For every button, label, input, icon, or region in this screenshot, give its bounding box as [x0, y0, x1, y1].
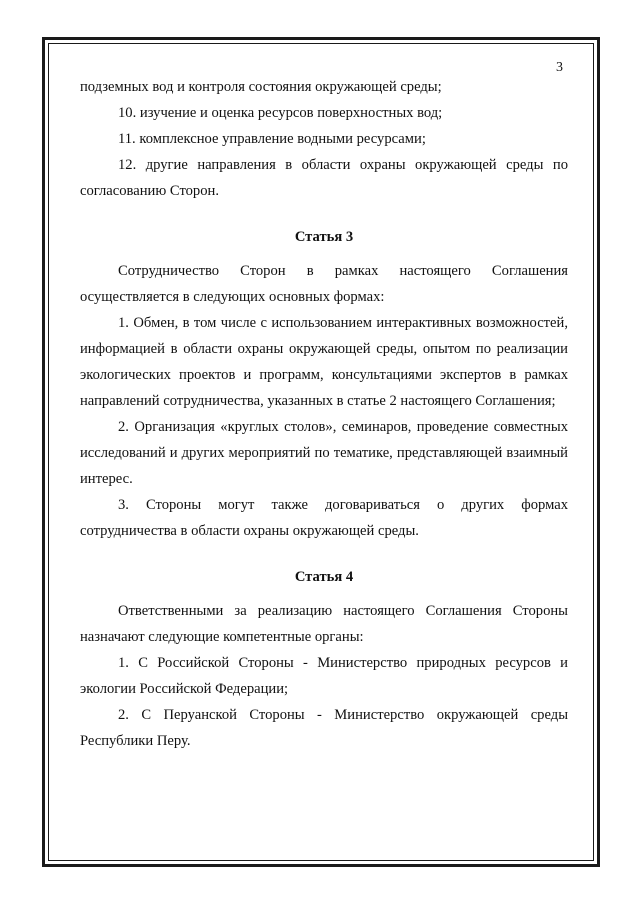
article-3-item-2: 2. Организация «круглых столов», семинаров, проведение совместных исследований и других мероприятий по тематике, представляющей взаимный интерес.: [80, 419, 568, 487]
spacer: [80, 544, 568, 564]
article-3-item-3: 3. Стороны могут также договариваться о других формах сотрудничества в области охраны окружающей среды.: [80, 497, 568, 539]
spacer: [80, 590, 568, 598]
article-4-item-2: 2. С Перуанской Стороны - Министерство окружающей среды Республики Перу.: [80, 707, 568, 749]
paragraph-continuation: подземных вод и контроля состояния окружающей среды;: [80, 79, 442, 95]
article-3-heading: Статья 3: [294, 229, 354, 245]
document-body: [80, 74, 568, 754]
page-number: 3: [556, 60, 563, 75]
list-item-12: 12. другие направления в области охраны окружающей среды по согласованию Сторон.: [80, 157, 568, 199]
spacer: [80, 204, 568, 224]
article-3-intro: Сотрудничество Сторон в рамках настоящего Соглашения осуществляется в следующих основных формах:: [80, 263, 568, 305]
list-item-11: 11. комплексное управление водными ресурсами;: [118, 131, 426, 147]
article-4-item-1: 1. С Российской Стороны - Министерство природных ресурсов и экологии Российской Федерации;: [80, 655, 568, 697]
article-4-intro: Ответственными за реализацию настоящего Соглашения Стороны назначают следующие компетентные органы:: [80, 603, 568, 645]
article-3-item-1: 1. Обмен, в том числе с использованием интерактивных возможностей, информацией в области охраны окружающей среды, опытом по реализации экологических проектов и программ, консультациями экспертов в рамках направлений сотрудничества, указанных в статье 2 настоящего Соглашения;: [80, 315, 568, 409]
spacer: [80, 250, 568, 258]
list-item-10: 10. изучение и оценка ресурсов поверхностных вод;: [118, 105, 443, 121]
article-4-heading: Статья 4: [294, 569, 354, 585]
